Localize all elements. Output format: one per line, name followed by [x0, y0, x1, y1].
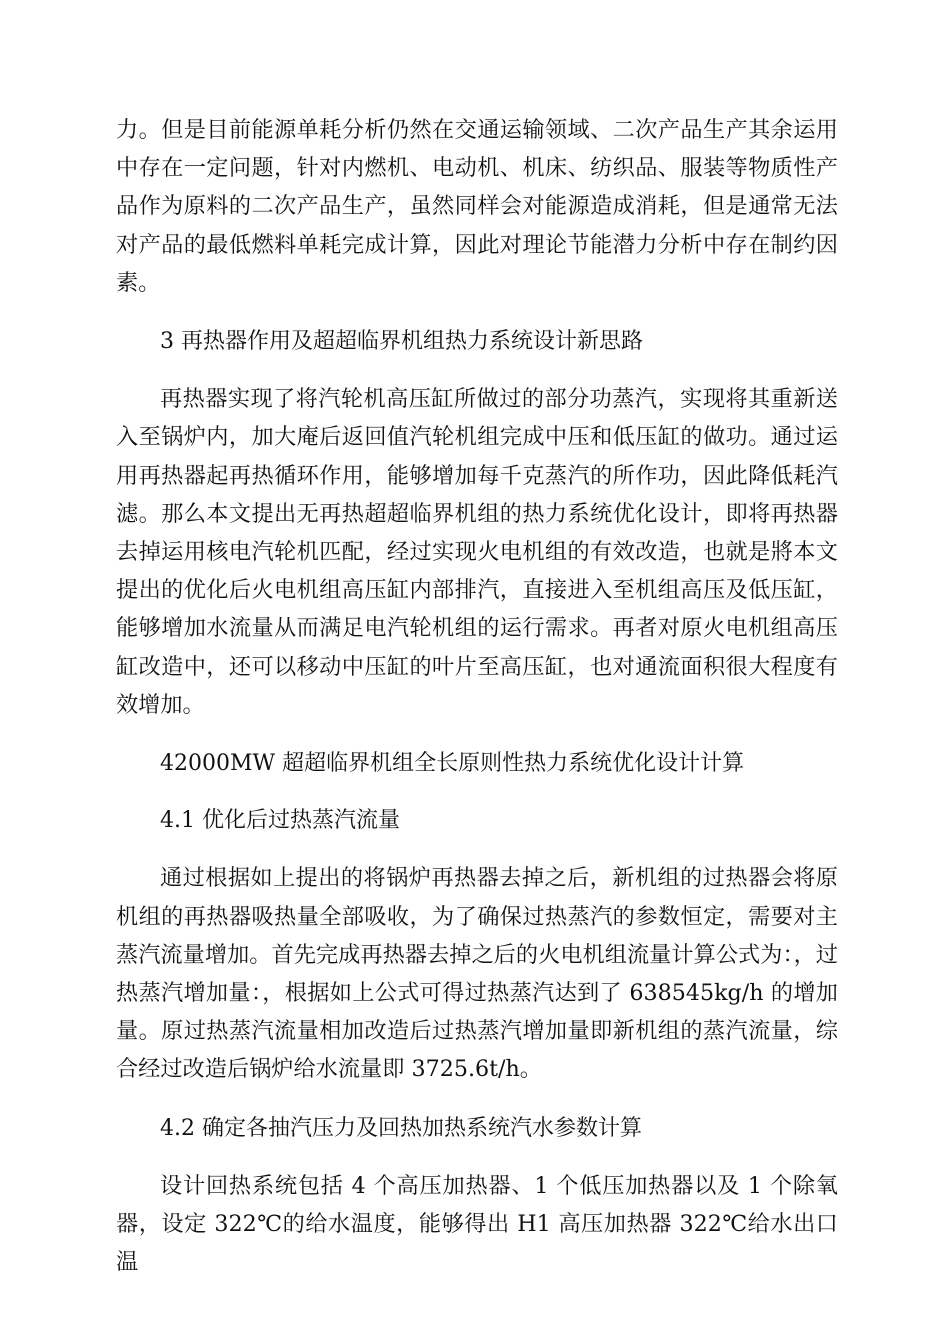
paragraph-reheater: 再热器实现了将汽轮机高压缸所做过的部分功蒸汽，实现将其重新送入至锅炉内，加大庵后返回值汽轮机组完成中压和低压缸的做功。通过运用再热器起再热循环作用，能够增加每千克蒸汽的所作功，因此降低耗汽滤。那么本文提出无再热超超临界机组的热力系统优化设计，即将再热器去掉运用核电汽轮机匹配，经过实现火电机组的有效改造，也就是將本文提出的优化后火电机组高压缸内部排汽，直接进入至机组高压及低压缸，能够增加水流量从而满足电汽轮机组的运行需求。再者对原火电机组高压缸改造中，还可以移动中压缸的叶片至高压缸，也对通流面积很大程度有效增加。 [116, 386, 838, 718]
paragraph-gap [116, 724, 838, 745]
paragraph-gap [116, 840, 838, 859]
paragraph-energy-analysis: 力。但是目前能源单耗分析仍然在交通运输领域、二次产品生产其余运用中存在一定问题，针对内燃机、电动机、机床、纺织品、服装等物质性产品作为原料的二次产品生产，虽然同样会对能源造成消耗，但是通常无法对产品的最低燃料单耗完成计算，因此对理论节能潜力分析中存在制约因素。 [116, 117, 838, 296]
paragraph-gap [116, 1089, 838, 1110]
paragraph-gap [116, 783, 838, 802]
paragraph-regenerative-system: 设计回热系统包括 4 个高压加热器、1 个低压加热器以及 1 个除氧器，设定 322℃的给水温度，能够得出 H1 高压加热器 322℃给水出口温 [116, 1172, 838, 1276]
paragraph-steam-flow: 通过根据如上提出的将锅炉再热器去掉之后，新机组的过热器会将原机组的再热器吸热量全部吸收，为了确保过热蒸汽的参数恒定，需要对主蒸汽流量增加。首先完成再热器去掉之后的火电机组流量计算公式为：，过热蒸汽增加量：，根据如上公式可得过热蒸汽达到了 638545kg/h 的增加量。原过热蒸汽流量相加改造后过热蒸汽增加量即新机组的蒸汽流量，综合经过改造后锅炉给水流量即 3725.6t/h。 [116, 865, 838, 1083]
document-body [116, 111, 838, 1281]
paragraph-gap [116, 302, 838, 323]
subsection-heading-4-2: 4.2 确定各抽汽压力及回热加热系统汽水参数计算 [160, 1115, 642, 1141]
paragraph-gap [116, 361, 838, 380]
paragraph-gap [116, 1148, 838, 1167]
section-heading-3: 3 再热器作用及超超临界机组热力系统设计新思路 [160, 329, 643, 355]
subsection-heading-4-1: 4.1 优化后过热蒸汽流量 [160, 808, 400, 834]
section-heading-4: 42000MW 超超临界机组全长原则性热力系统优化设计计算 [160, 751, 745, 777]
